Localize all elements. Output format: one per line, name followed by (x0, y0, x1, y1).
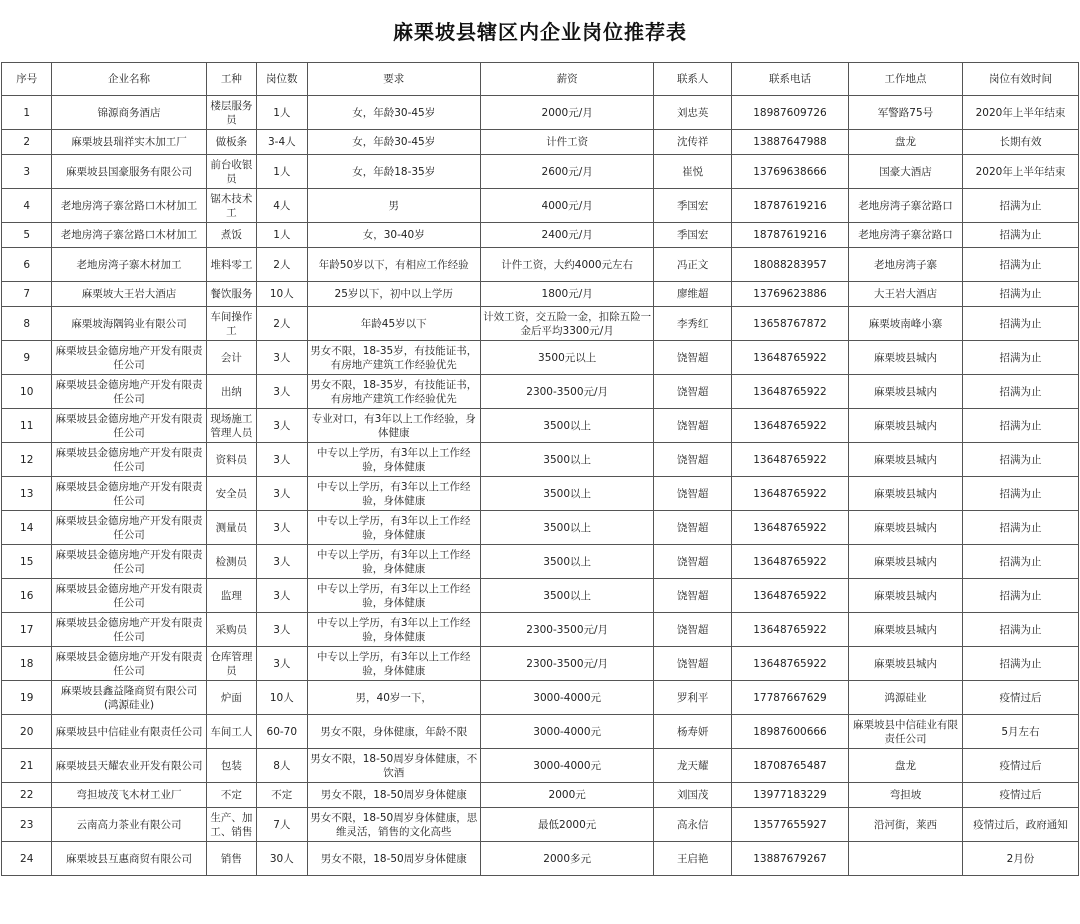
table-row (2, 842, 1079, 876)
cell-salary: 3500以上 (480, 545, 653, 579)
cell-positions: 3人 (257, 443, 307, 477)
cell-contact: 饶智超 (654, 341, 732, 375)
cell-positions: 60-70 (257, 715, 307, 749)
cell-phone: 17787667629 (732, 681, 849, 715)
cell-valid-time: 招满为止 (962, 443, 1078, 477)
cell-salary: 3500以上 (480, 477, 653, 511)
cell-valid-time: 招满为止 (962, 223, 1078, 248)
cell-job-type: 安全员 (206, 477, 256, 511)
cell-positions: 10人 (257, 282, 307, 307)
cell-positions: 1人 (257, 96, 307, 130)
cell-valid-time: 招满为止 (962, 579, 1078, 613)
cell-contact: 冯正文 (654, 248, 732, 282)
cell-salary: 3500以上 (480, 443, 653, 477)
cell-valid-time: 招满为止 (962, 341, 1078, 375)
cell-job-type: 销售 (206, 842, 256, 876)
cell-location: 麻栗坡县城内 (848, 613, 962, 647)
cell-no: 9 (2, 341, 52, 375)
cell-valid-time: 招满为止 (962, 189, 1078, 223)
cell-valid-time: 5月左右 (962, 715, 1078, 749)
cell-contact: 崔悦 (654, 155, 732, 189)
cell-valid-time: 招满为止 (962, 375, 1078, 409)
header-no: 序号 (2, 63, 52, 96)
cell-positions: 3人 (257, 613, 307, 647)
cell-company: 麻栗坡县金德房地产开发有限责任公司 (52, 545, 206, 579)
cell-phone: 13769638666 (732, 155, 849, 189)
cell-requirements: 年龄45岁以下 (307, 307, 480, 341)
cell-salary: 3500元以上 (480, 341, 653, 375)
cell-phone: 13648765922 (732, 443, 849, 477)
cell-company: 麻栗坡县鑫益隆商贸有限公司(鸿源硅业) (52, 681, 206, 715)
cell-location: 麻栗坡县城内 (848, 579, 962, 613)
cell-salary: 2600元/月 (480, 155, 653, 189)
cell-positions: 3人 (257, 341, 307, 375)
cell-no: 10 (2, 375, 52, 409)
cell-no: 14 (2, 511, 52, 545)
cell-location: 麻栗坡县城内 (848, 545, 962, 579)
cell-salary: 2300-3500元/月 (480, 375, 653, 409)
cell-job-type: 监理 (206, 579, 256, 613)
cell-positions: 1人 (257, 155, 307, 189)
cell-valid-time: 招满为止 (962, 477, 1078, 511)
cell-no: 16 (2, 579, 52, 613)
table-row (2, 409, 1079, 443)
cell-requirements: 男女不限，18-35岁，有技能证书，有房地产建筑工作经验优先 (307, 375, 480, 409)
cell-valid-time: 疫情过后 (962, 681, 1078, 715)
cell-location: 麻栗坡县城内 (848, 409, 962, 443)
cell-salary: 3500以上 (480, 579, 653, 613)
cell-phone: 13648765922 (732, 545, 849, 579)
table-row (2, 155, 1079, 189)
cell-valid-time: 疫情过后 (962, 783, 1078, 808)
cell-requirements: 女，年龄30-45岁 (307, 130, 480, 155)
header-positions: 岗位数 (257, 63, 307, 96)
cell-salary: 1800元/月 (480, 282, 653, 307)
cell-no: 3 (2, 155, 52, 189)
cell-valid-time: 招满为止 (962, 248, 1078, 282)
cell-valid-time: 招满为止 (962, 545, 1078, 579)
header-company: 企业名称 (52, 63, 206, 96)
cell-positions: 3人 (257, 477, 307, 511)
cell-requirements: 女，年龄30-45岁 (307, 96, 480, 130)
cell-no: 20 (2, 715, 52, 749)
cell-no: 23 (2, 808, 52, 842)
cell-phone: 13648765922 (732, 579, 849, 613)
cell-requirements: 中专以上学历，有3年以上工作经验，身体健康 (307, 647, 480, 681)
table-row (2, 223, 1079, 248)
cell-contact: 刘忠英 (654, 96, 732, 130)
cell-no: 24 (2, 842, 52, 876)
cell-company: 麻栗坡县金德房地产开发有限责任公司 (52, 579, 206, 613)
cell-requirements: 中专以上学历，有3年以上工作经验，身体健康 (307, 545, 480, 579)
table-row (2, 307, 1079, 341)
cell-contact: 饶智超 (654, 647, 732, 681)
cell-valid-time: 疫情过后，政府通知 (962, 808, 1078, 842)
cell-job-type: 炉面 (206, 681, 256, 715)
cell-contact: 饶智超 (654, 443, 732, 477)
cell-no: 1 (2, 96, 52, 130)
cell-valid-time: 2020年上半年结束 (962, 96, 1078, 130)
cell-no: 11 (2, 409, 52, 443)
cell-valid-time: 招满为止 (962, 409, 1078, 443)
cell-no: 7 (2, 282, 52, 307)
table-row (2, 96, 1079, 130)
cell-location: 老地房湾子寨岔路口 (848, 223, 962, 248)
cell-job-type: 检测员 (206, 545, 256, 579)
cell-location: 麻栗坡县城内 (848, 477, 962, 511)
cell-job-type: 锯木技术工 (206, 189, 256, 223)
cell-salary: 3000-4000元 (480, 715, 653, 749)
cell-valid-time: 2月份 (962, 842, 1078, 876)
table-header-row (2, 63, 1079, 96)
cell-positions: 8人 (257, 749, 307, 783)
cell-no: 4 (2, 189, 52, 223)
cell-contact: 罗利平 (654, 681, 732, 715)
cell-company: 麻栗坡县金德房地产开发有限责任公司 (52, 443, 206, 477)
cell-location: 麻栗坡县城内 (848, 375, 962, 409)
cell-no: 19 (2, 681, 52, 715)
cell-positions: 3人 (257, 511, 307, 545)
cell-location: 麻栗坡县城内 (848, 647, 962, 681)
cell-company: 麻栗坡县金德房地产开发有限责任公司 (52, 341, 206, 375)
cell-contact: 饶智超 (654, 511, 732, 545)
cell-company: 麻栗坡海隅钨业有限公司 (52, 307, 206, 341)
cell-contact: 龙天耀 (654, 749, 732, 783)
cell-positions: 不定 (257, 783, 307, 808)
header-contact: 联系人 (654, 63, 732, 96)
cell-contact: 季国宏 (654, 189, 732, 223)
cell-phone: 13648765922 (732, 409, 849, 443)
cell-salary: 2300-3500元/月 (480, 647, 653, 681)
cell-contact: 王启艳 (654, 842, 732, 876)
cell-job-type: 堆料零工 (206, 248, 256, 282)
cell-company: 麻栗坡县天耀农业开发有限公司 (52, 749, 206, 783)
cell-salary: 4000元/月 (480, 189, 653, 223)
header-valid-time: 岗位有效时间 (962, 63, 1078, 96)
table-row (2, 613, 1079, 647)
cell-phone: 18987600666 (732, 715, 849, 749)
cell-phone: 13887647988 (732, 130, 849, 155)
table-row (2, 783, 1079, 808)
cell-no: 15 (2, 545, 52, 579)
cell-no: 18 (2, 647, 52, 681)
table-row (2, 749, 1079, 783)
cell-company: 麻栗坡县金德房地产开发有限责任公司 (52, 613, 206, 647)
cell-positions: 3人 (257, 647, 307, 681)
cell-positions: 3人 (257, 545, 307, 579)
cell-job-type: 现场施工管理人员 (206, 409, 256, 443)
cell-phone: 13977183229 (732, 783, 849, 808)
cell-company: 麻栗坡县金德房地产开发有限责任公司 (52, 647, 206, 681)
cell-contact: 饶智超 (654, 477, 732, 511)
cell-phone: 13648765922 (732, 613, 849, 647)
table-row (2, 545, 1079, 579)
cell-salary: 最低2000元 (480, 808, 653, 842)
cell-requirements: 男女不限，18-50周岁身体健康，思维灵活，销售的文化高些 (307, 808, 480, 842)
cell-company: 麻栗坡县金德房地产开发有限责任公司 (52, 375, 206, 409)
cell-job-type: 采购员 (206, 613, 256, 647)
cell-job-type: 餐饮服务 (206, 282, 256, 307)
cell-requirements: 男女不限，18-50周岁身体健康，不饮酒 (307, 749, 480, 783)
cell-positions: 30人 (257, 842, 307, 876)
table-row (2, 282, 1079, 307)
cell-positions: 3人 (257, 409, 307, 443)
cell-company: 麻栗坡县互惠商贸有限公司 (52, 842, 206, 876)
job-table (1, 62, 1079, 876)
cell-requirements: 男，40岁一下， (307, 681, 480, 715)
cell-job-type: 生产、加工、销售 (206, 808, 256, 842)
cell-positions: 2人 (257, 307, 307, 341)
table-row (2, 477, 1079, 511)
cell-requirements: 中专以上学历，有3年以上工作经验，身体健康 (307, 579, 480, 613)
cell-location: 大王岩大酒店 (848, 282, 962, 307)
cell-company: 锦源商务酒店 (52, 96, 206, 130)
cell-location: 老地房湾子寨 (848, 248, 962, 282)
cell-valid-time: 招满为止 (962, 282, 1078, 307)
cell-phone: 13648765922 (732, 647, 849, 681)
header-location: 工作地点 (848, 63, 962, 96)
cell-no: 13 (2, 477, 52, 511)
cell-salary: 计件工资 (480, 130, 653, 155)
cell-no: 2 (2, 130, 52, 155)
cell-contact: 李秀红 (654, 307, 732, 341)
table-row (2, 579, 1079, 613)
cell-salary: 2000元/月 (480, 96, 653, 130)
cell-contact: 沈传祥 (654, 130, 732, 155)
cell-no: 6 (2, 248, 52, 282)
cell-requirements: 女，30-40岁 (307, 223, 480, 248)
cell-valid-time: 2020年上半年结束 (962, 155, 1078, 189)
table-row (2, 511, 1079, 545)
cell-location: 麻栗坡县城内 (848, 443, 962, 477)
cell-phone: 13648765922 (732, 341, 849, 375)
cell-requirements: 年龄50岁以下，有相应工作经验 (307, 248, 480, 282)
cell-requirements: 男女不限，身体健康，年龄不限 (307, 715, 480, 749)
cell-phone: 18987609726 (732, 96, 849, 130)
cell-phone: 13887679267 (732, 842, 849, 876)
cell-salary: 2000元 (480, 783, 653, 808)
cell-salary: 计件工资，大约4000元左右 (480, 248, 653, 282)
cell-phone: 18088283957 (732, 248, 849, 282)
table-row (2, 647, 1079, 681)
cell-phone: 13648765922 (732, 375, 849, 409)
cell-phone: 13648765922 (732, 511, 849, 545)
table-row (2, 715, 1079, 749)
cell-positions: 2人 (257, 248, 307, 282)
cell-salary: 2300-3500元/月 (480, 613, 653, 647)
cell-no: 8 (2, 307, 52, 341)
cell-contact: 饶智超 (654, 579, 732, 613)
cell-valid-time: 招满为止 (962, 613, 1078, 647)
cell-company: 弯担坡茂飞木材工业厂 (52, 783, 206, 808)
cell-positions: 3-4人 (257, 130, 307, 155)
cell-contact: 刘国茂 (654, 783, 732, 808)
cell-requirements: 男 (307, 189, 480, 223)
cell-location: 军警路75号 (848, 96, 962, 130)
cell-company: 麻栗坡县金德房地产开发有限责任公司 (52, 511, 206, 545)
cell-company: 麻栗坡县金德房地产开发有限责任公司 (52, 409, 206, 443)
cell-location: 麻栗坡县城内 (848, 341, 962, 375)
cell-requirements: 中专以上学历，有3年以上工作经验，身体健康 (307, 613, 480, 647)
cell-job-type: 资料员 (206, 443, 256, 477)
cell-phone: 13769623886 (732, 282, 849, 307)
table-row (2, 189, 1079, 223)
header-salary: 薪资 (480, 63, 653, 96)
cell-contact: 饶智超 (654, 375, 732, 409)
cell-location: 麻栗坡县城内 (848, 511, 962, 545)
cell-valid-time: 招满为止 (962, 511, 1078, 545)
header-requirements: 要求 (307, 63, 480, 96)
cell-contact: 季国宏 (654, 223, 732, 248)
cell-no: 22 (2, 783, 52, 808)
cell-contact: 杨寿妍 (654, 715, 732, 749)
cell-phone: 18787619216 (732, 189, 849, 223)
cell-requirements: 中专以上学历，有3年以上工作经验，身体健康 (307, 477, 480, 511)
cell-salary: 2400元/月 (480, 223, 653, 248)
cell-phone: 18787619216 (732, 223, 849, 248)
cell-phone: 13577655927 (732, 808, 849, 842)
cell-company: 麻栗坡县瑞祥实木加工厂 (52, 130, 206, 155)
cell-company: 老地房湾子寨岔路口木材加工 (52, 189, 206, 223)
cell-job-type: 车间工人 (206, 715, 256, 749)
header-phone: 联系电话 (732, 63, 849, 96)
cell-company: 麻栗坡县中信硅业有限责任公司 (52, 715, 206, 749)
cell-salary: 3000-4000元 (480, 749, 653, 783)
cell-requirements: 专业对口，有3年以上工作经验，身体健康 (307, 409, 480, 443)
cell-requirements: 中专以上学历，有3年以上工作经验，身体健康 (307, 511, 480, 545)
cell-salary: 计效工资，交五险一金，扣除五险一金后平均3300元/月 (480, 307, 653, 341)
cell-positions: 3人 (257, 375, 307, 409)
cell-contact: 廖维超 (654, 282, 732, 307)
cell-job-type: 会计 (206, 341, 256, 375)
cell-requirements: 女，年龄18-35岁 (307, 155, 480, 189)
cell-job-type: 出纳 (206, 375, 256, 409)
cell-requirements: 男女不限，18-50周岁身体健康 (307, 842, 480, 876)
cell-company: 麻栗坡大王岩大酒店 (52, 282, 206, 307)
cell-location (848, 842, 962, 876)
cell-valid-time: 招满为止 (962, 647, 1078, 681)
cell-location: 麻栗坡县中信硅业有限责任公司 (848, 715, 962, 749)
table-body (2, 96, 1079, 876)
cell-location: 盘龙 (848, 130, 962, 155)
table-row (2, 808, 1079, 842)
cell-job-type: 做板条 (206, 130, 256, 155)
table-row (2, 681, 1079, 715)
cell-location: 国豪大酒店 (848, 155, 962, 189)
cell-no: 17 (2, 613, 52, 647)
cell-requirements: 中专以上学历，有3年以上工作经验，身体健康 (307, 443, 480, 477)
cell-location: 老地房湾子寨岔路口 (848, 189, 962, 223)
cell-valid-time: 疫情过后 (962, 749, 1078, 783)
cell-positions: 10人 (257, 681, 307, 715)
cell-salary: 2000多元 (480, 842, 653, 876)
cell-company: 老地房湾子寨木材加工 (52, 248, 206, 282)
cell-requirements: 男女不限，18-50周岁身体健康 (307, 783, 480, 808)
cell-location: 弯担坡 (848, 783, 962, 808)
cell-salary: 3000-4000元 (480, 681, 653, 715)
cell-job-type: 煮饭 (206, 223, 256, 248)
cell-phone: 18708765487 (732, 749, 849, 783)
cell-location: 鸿源硅业 (848, 681, 962, 715)
cell-positions: 4人 (257, 189, 307, 223)
cell-contact: 饶智超 (654, 409, 732, 443)
cell-location: 麻栗坡南峰小寨 (848, 307, 962, 341)
cell-phone: 13658767872 (732, 307, 849, 341)
cell-company: 麻栗坡县国豪服务有限公司 (52, 155, 206, 189)
cell-requirements: 25岁以下，初中以上学历 (307, 282, 480, 307)
cell-salary: 3500以上 (480, 511, 653, 545)
cell-no: 21 (2, 749, 52, 783)
cell-contact: 饶智超 (654, 613, 732, 647)
table-row (2, 375, 1079, 409)
table-row (2, 341, 1079, 375)
cell-job-type: 车间操作工 (206, 307, 256, 341)
cell-positions: 3人 (257, 579, 307, 613)
page-title: 麻栗坡县辖区内企业岗位推荐表 (393, 20, 687, 44)
table-row (2, 443, 1079, 477)
table-row (2, 130, 1079, 155)
header-job-type: 工种 (206, 63, 256, 96)
cell-no: 5 (2, 223, 52, 248)
cell-company: 老地房湾子寨岔路口木材加工 (52, 223, 206, 248)
cell-company: 云南高力茶业有限公司 (52, 808, 206, 842)
cell-job-type: 前台收银员 (206, 155, 256, 189)
cell-job-type: 楼层服务员 (206, 96, 256, 130)
cell-job-type: 不定 (206, 783, 256, 808)
cell-requirements: 男女不限，18-35岁，有技能证书，有房地产建筑工作经验优先 (307, 341, 480, 375)
table-row (2, 248, 1079, 282)
cell-company: 麻栗坡县金德房地产开发有限责任公司 (52, 477, 206, 511)
cell-salary: 3500以上 (480, 409, 653, 443)
cell-valid-time: 招满为止 (962, 307, 1078, 341)
cell-job-type: 仓库管理员 (206, 647, 256, 681)
cell-contact: 饶智超 (654, 545, 732, 579)
cell-location: 沿河街，莱西 (848, 808, 962, 842)
cell-location: 盘龙 (848, 749, 962, 783)
cell-valid-time: 长期有效 (962, 130, 1078, 155)
cell-job-type: 测量员 (206, 511, 256, 545)
cell-positions: 1人 (257, 223, 307, 248)
cell-no: 12 (2, 443, 52, 477)
cell-contact: 高永信 (654, 808, 732, 842)
cell-job-type: 包装 (206, 749, 256, 783)
cell-positions: 7人 (257, 808, 307, 842)
cell-phone: 13648765922 (732, 477, 849, 511)
